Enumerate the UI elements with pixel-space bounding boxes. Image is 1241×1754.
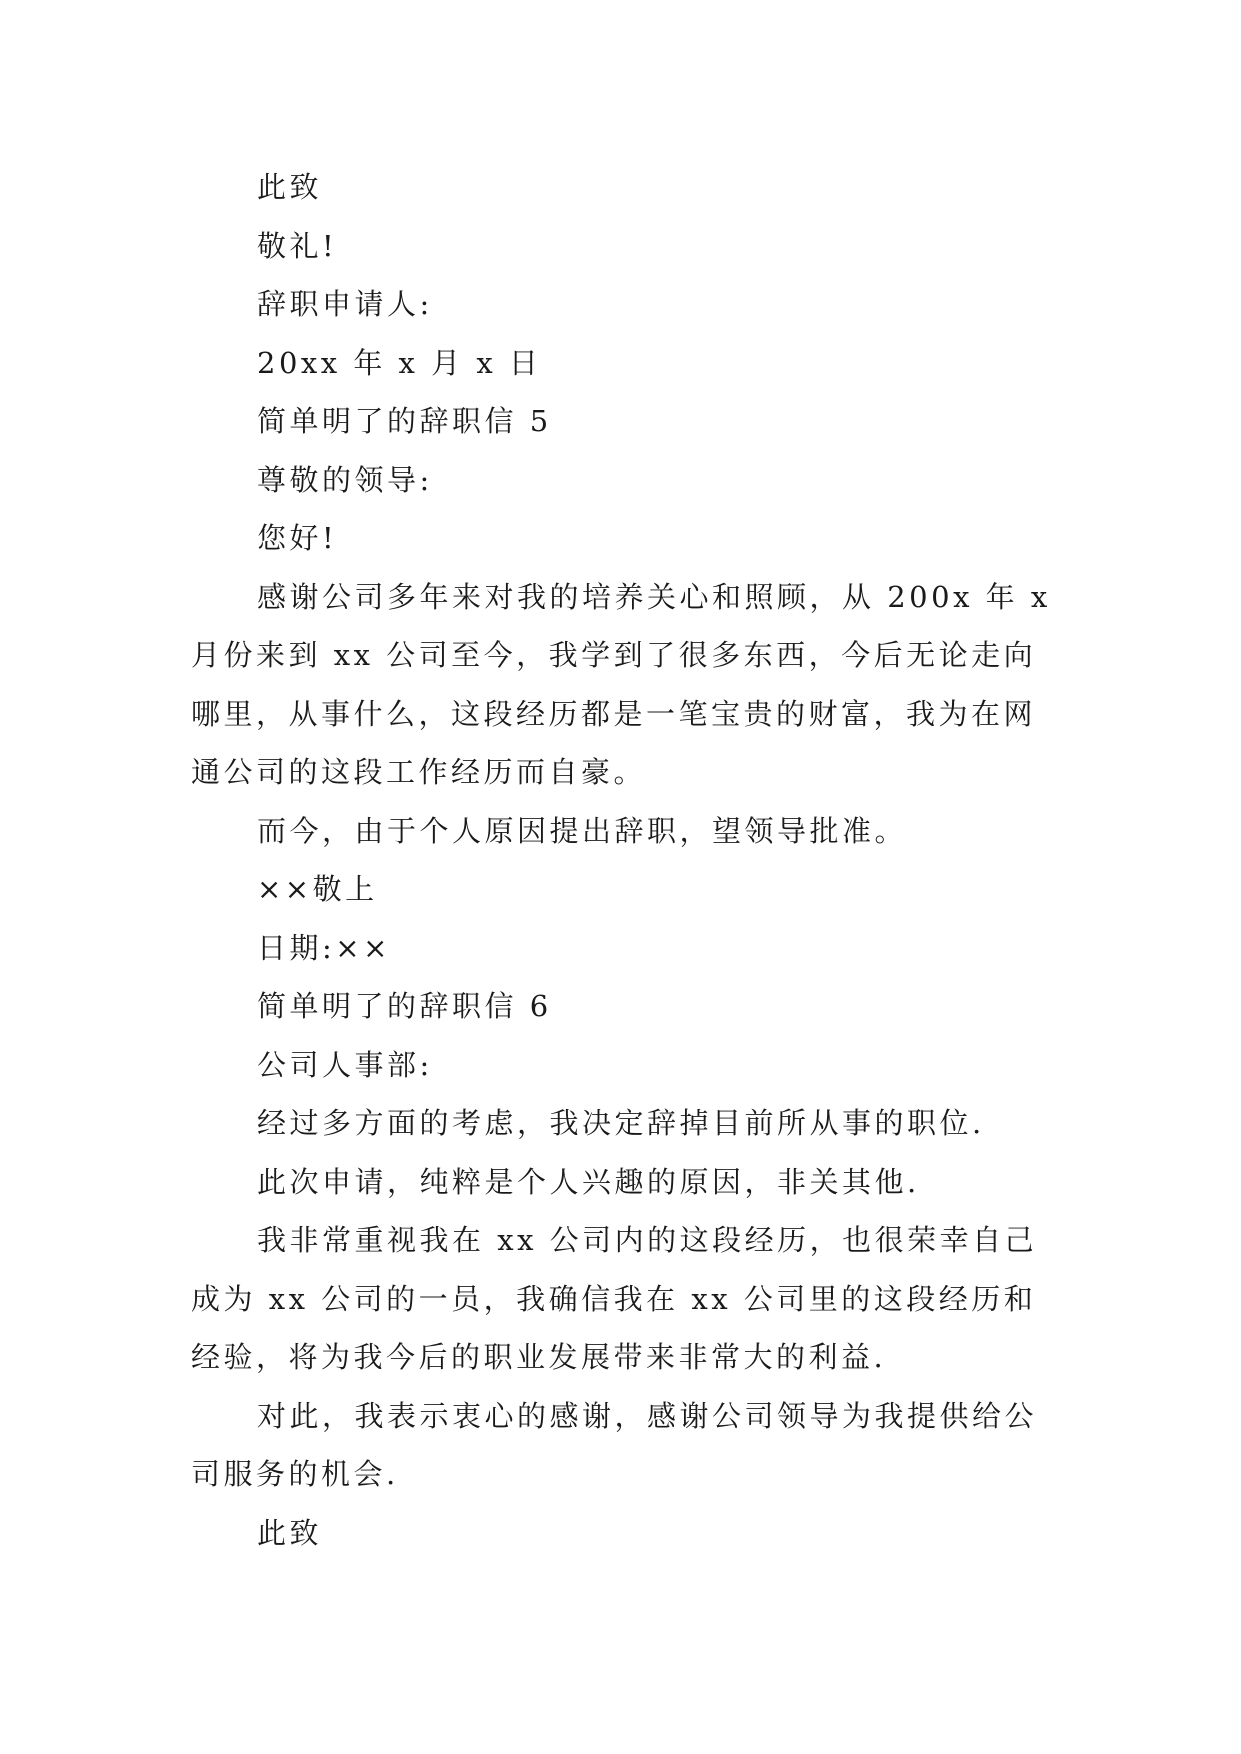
section-heading: 简单明了的辞职信 5 bbox=[257, 404, 552, 438]
greeting: 您好! bbox=[257, 521, 338, 555]
body-paragraph: 感谢公司多年来对我的培养关心和照顾，从 200x 年 x 月份来到 xx 公司至今，我学到了很多东西，今后无论走向哪里，从事什么，这段经历都是一笔宝贵的财富，我为在网通公司的这段工作经历而自豪。 bbox=[191, 579, 1064, 789]
body-paragraph: 而今，由于个人原因提出辞职，望领导批准。 bbox=[257, 813, 908, 848]
date-line: 日期:×× bbox=[257, 930, 391, 965]
closing-salutation: 此致 bbox=[257, 170, 323, 204]
letter-date: 20xx 年 x 月 x 日 bbox=[257, 345, 542, 380]
body-paragraph: 我非常重视我在 xx 公司内的这段经历，也很荣幸自己成为 xx 公司的一员，我确信我在 xx 公司里的这段经历和经验，将为我今后的职业发展带来非常大的利益. bbox=[191, 1223, 1038, 1374]
signature-line: ××敬上 bbox=[257, 872, 378, 906]
closing-salutation: 此致 bbox=[257, 1515, 323, 1550]
body-paragraph: 经过多方面的考虑，我决定辞掉目前所从事的职位. bbox=[257, 1106, 985, 1140]
greeting-recipient: 公司人事部: bbox=[257, 1047, 433, 1082]
body-paragraph: 此次申请，纯粹是个人兴趣的原因，非关其他. bbox=[257, 1164, 920, 1199]
section-heading: 简单明了的辞职信 6 bbox=[257, 989, 552, 1023]
greeting-recipient: 尊敬的领导: bbox=[257, 462, 433, 497]
closing-regards: 敬礼! bbox=[257, 228, 338, 263]
body-paragraph: 对此，我表示衷心的感谢，感谢公司领导为我提供给公司服务的机会. bbox=[191, 1398, 1038, 1491]
letter-body bbox=[191, 158, 1064, 1562]
signature-label: 辞职申请人: bbox=[257, 287, 433, 321]
